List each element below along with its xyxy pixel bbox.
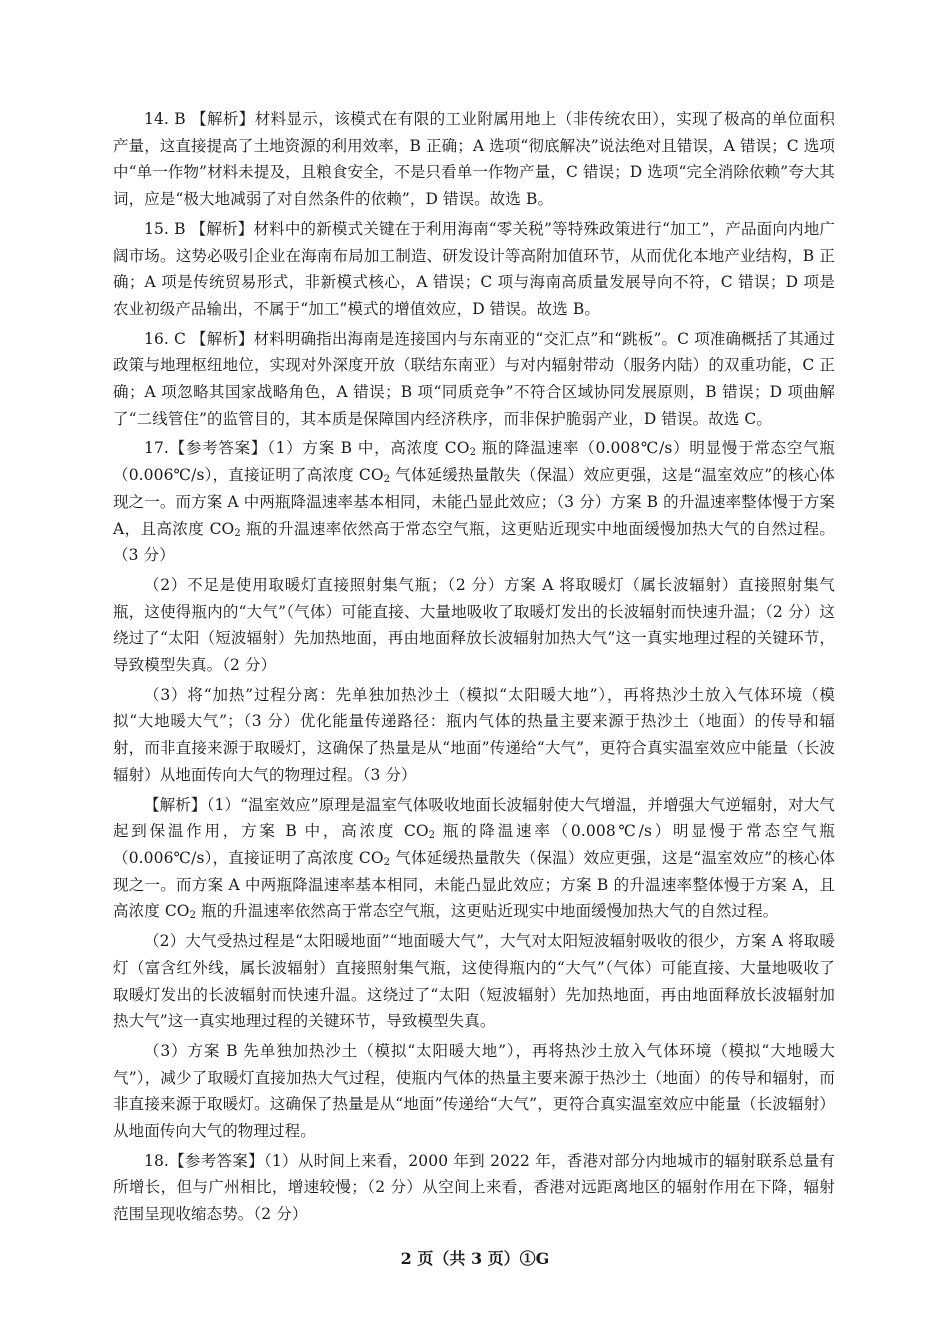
paragraph-q15: 15. B 【解析】材料中的新模式关键在于利用海南“零关税”等特殊政策进行“加工”，产品面向内地广阔市场。这势必吸引企业在海南布局加工制造、研发设计等高附加值环节，从而优化本地产业结构，B 正确；A 项是传统贸易形式，非新模式核心，A 错误；C 项与海南高质量发展导向不符，C 错误；D 项是农业初级产品输出，不属于“加工”模式的增值效应，D 错误。故选 B。 xyxy=(113,219,835,318)
paragraph-q17-answer-1: 17.【参考答案】（1）方案 B 中，高浓度 $CO_2$ 瓶的降温速率（0.008℃/s）明显慢于常态空气瓶（0.006℃/s），直接证明了高浓度 $CO_2$ 气体延缓热量散失（保温）效应更强，这是“温室效应”的核心体现之一。而方案 A 中两瓶降温速率基本相同，未能凸显此效应；（3 分）方案 B 的升温速率整体慢于方案 A，且高浓度 $CO_2$ 瓶的升温速率依然高于常态空气瓶，这更贴近现实中地面缓慢加热大气的自然过程。（3 分） xyxy=(113,439,836,565)
paragraph-q17-analysis-1: 【解析】（1）“温室效应”原理是温室气体吸收地面长波辐射使大气增温，并增强大气逆辐射，对大气起到保温作用，方案 B 中，高浓度 $CO_2$ 瓶的降温速率（0.008℃/s）明显慢于常态空气瓶（0.006℃/s），直接证明了高浓度 $CO_2$ 气体延缓热量散失（保温）效应更强，这是“温室效应”的核心体现之一。而方案 A 中两瓶降温速率基本相同，未能凸显此效应；方案 B 的升温速率整体慢于方案 A，且高浓度 $CO_2$ 瓶的升温速率依然高于常态空气瓶，这更贴近现实中地面缓慢加热大气的自然过程。 xyxy=(113,795,835,922)
paragraph-q17-answer-2: （2）不足是使用取暖灯直接照射集气瓶；（2 分）方案 A 将取暖灯（属长波辐射）直接照射集气瓶，这使得瓶内的“大气”（气体）可能直接、大量地吸收了取暖灯发出的长波辐射而快速升温；（2 分）这绕过了“太阳（短波辐射）先加热地面，再由地面释放长波辐射加热大气”这一真实地理过程的关键环节，导致模型失真。（2 分） xyxy=(113,575,835,675)
paragraph-q14: 14. B 【解析】材料显示，该模式在有限的工业附属用地上（非传统农田），实现了极高的单位面积产量，这直接提高了土地资源的利用效率，B 正确；A 选项“彻底解决”说法绝对且错误，A 错误；C 选项中“单一作物”材料未提及，且粮食安全，不是只看单一作物产量，C 错误；D 选项“完全消除依赖”夸大其词，应是“极大地减弱了对自然条件的依赖”，D 错误。故选 B。 xyxy=(113,110,835,209)
paragraph-q17-answer-3: （3）将“加热”过程分离：先单独加热沙土（模拟“太阳暖大地”），再将热沙土放入气体环境（模拟“大地暖大气”；（3 分）优化能量传递路径：瓶内气体的热量主要来源于热沙土（地面）的传导和辐射，而非直接来源于取暖灯，这确保了热量是从“地面”传递给“大气”，更符合真实温室效应中能量（长波辐射）从地面传向大气的物理过程。（3 分） xyxy=(113,685,835,784)
paragraph-q17-analysis-3: （3）方案 B 先单独加热沙土（模拟“太阳暖大地”），再将热沙土放入气体环境（模拟“大地暖大气”），减少了取暖灯直接加热大气过程，使瓶内气体的热量主要来源于热沙土（地面）的传导和辐射，而非直接来源于取暖灯。这确保了热量是从“地面”传递给“大气”，更符合真实温室效应中能量（长波辐射）从地面传向大气的物理过程。 xyxy=(113,1041,835,1141)
paragraph-q18-answer-1: 18.【参考答案】（1）从时间上来看，2000 年到 2022 年，香港对部分内地城市的辐射联系总量有所增长，但与广州相比，增速较慢；（2 分）从空间上来看，香港对远距离地区的辐射作用在下降，辐射范围呈现收缩态势。（2 分） xyxy=(113,1151,835,1224)
paragraph-q16: 16. C 【解析】材料明确指出海南是连接国内与东南亚的“交汇点”和“跳板”。C 项准确概括了其通过政策与地理枢纽地位，实现对外深度开放（联结东南亚）与对内辐射带动（服务内陆）的双重功能，C 正确；A 项忽略其国家战略角色，A 错误；B 项“同质竞争”不符合区域协同发展原则，B 错误；D 项曲解了“二线管住”的监管目的，其本质是保障国内经济秩序，而非保护脆弱产业，D 错误。故选 C。 xyxy=(113,329,835,428)
document-body xyxy=(113,106,835,1231)
paragraph-q17-analysis-2: （2）大气受热过程是“太阳暖地面”“地面暖大气”，大气对太阳短波辐射吸收的很少，方案 A 将取暖灯（富含红外线，属长波辐射）直接照射集气瓶，这使得瓶内的“大气”（气体）可能直接、大量地吸收了取暖灯发出的长波辐射而快速升温。这绕过了“太阳（短波辐射）先加热地面，再由地面释放长波辐射加热大气”这一真实地理过程的关键环节，导致模型失真。 xyxy=(113,932,835,1031)
page-footer: 2 页（共 3 页）①G xyxy=(400,1249,550,1268)
